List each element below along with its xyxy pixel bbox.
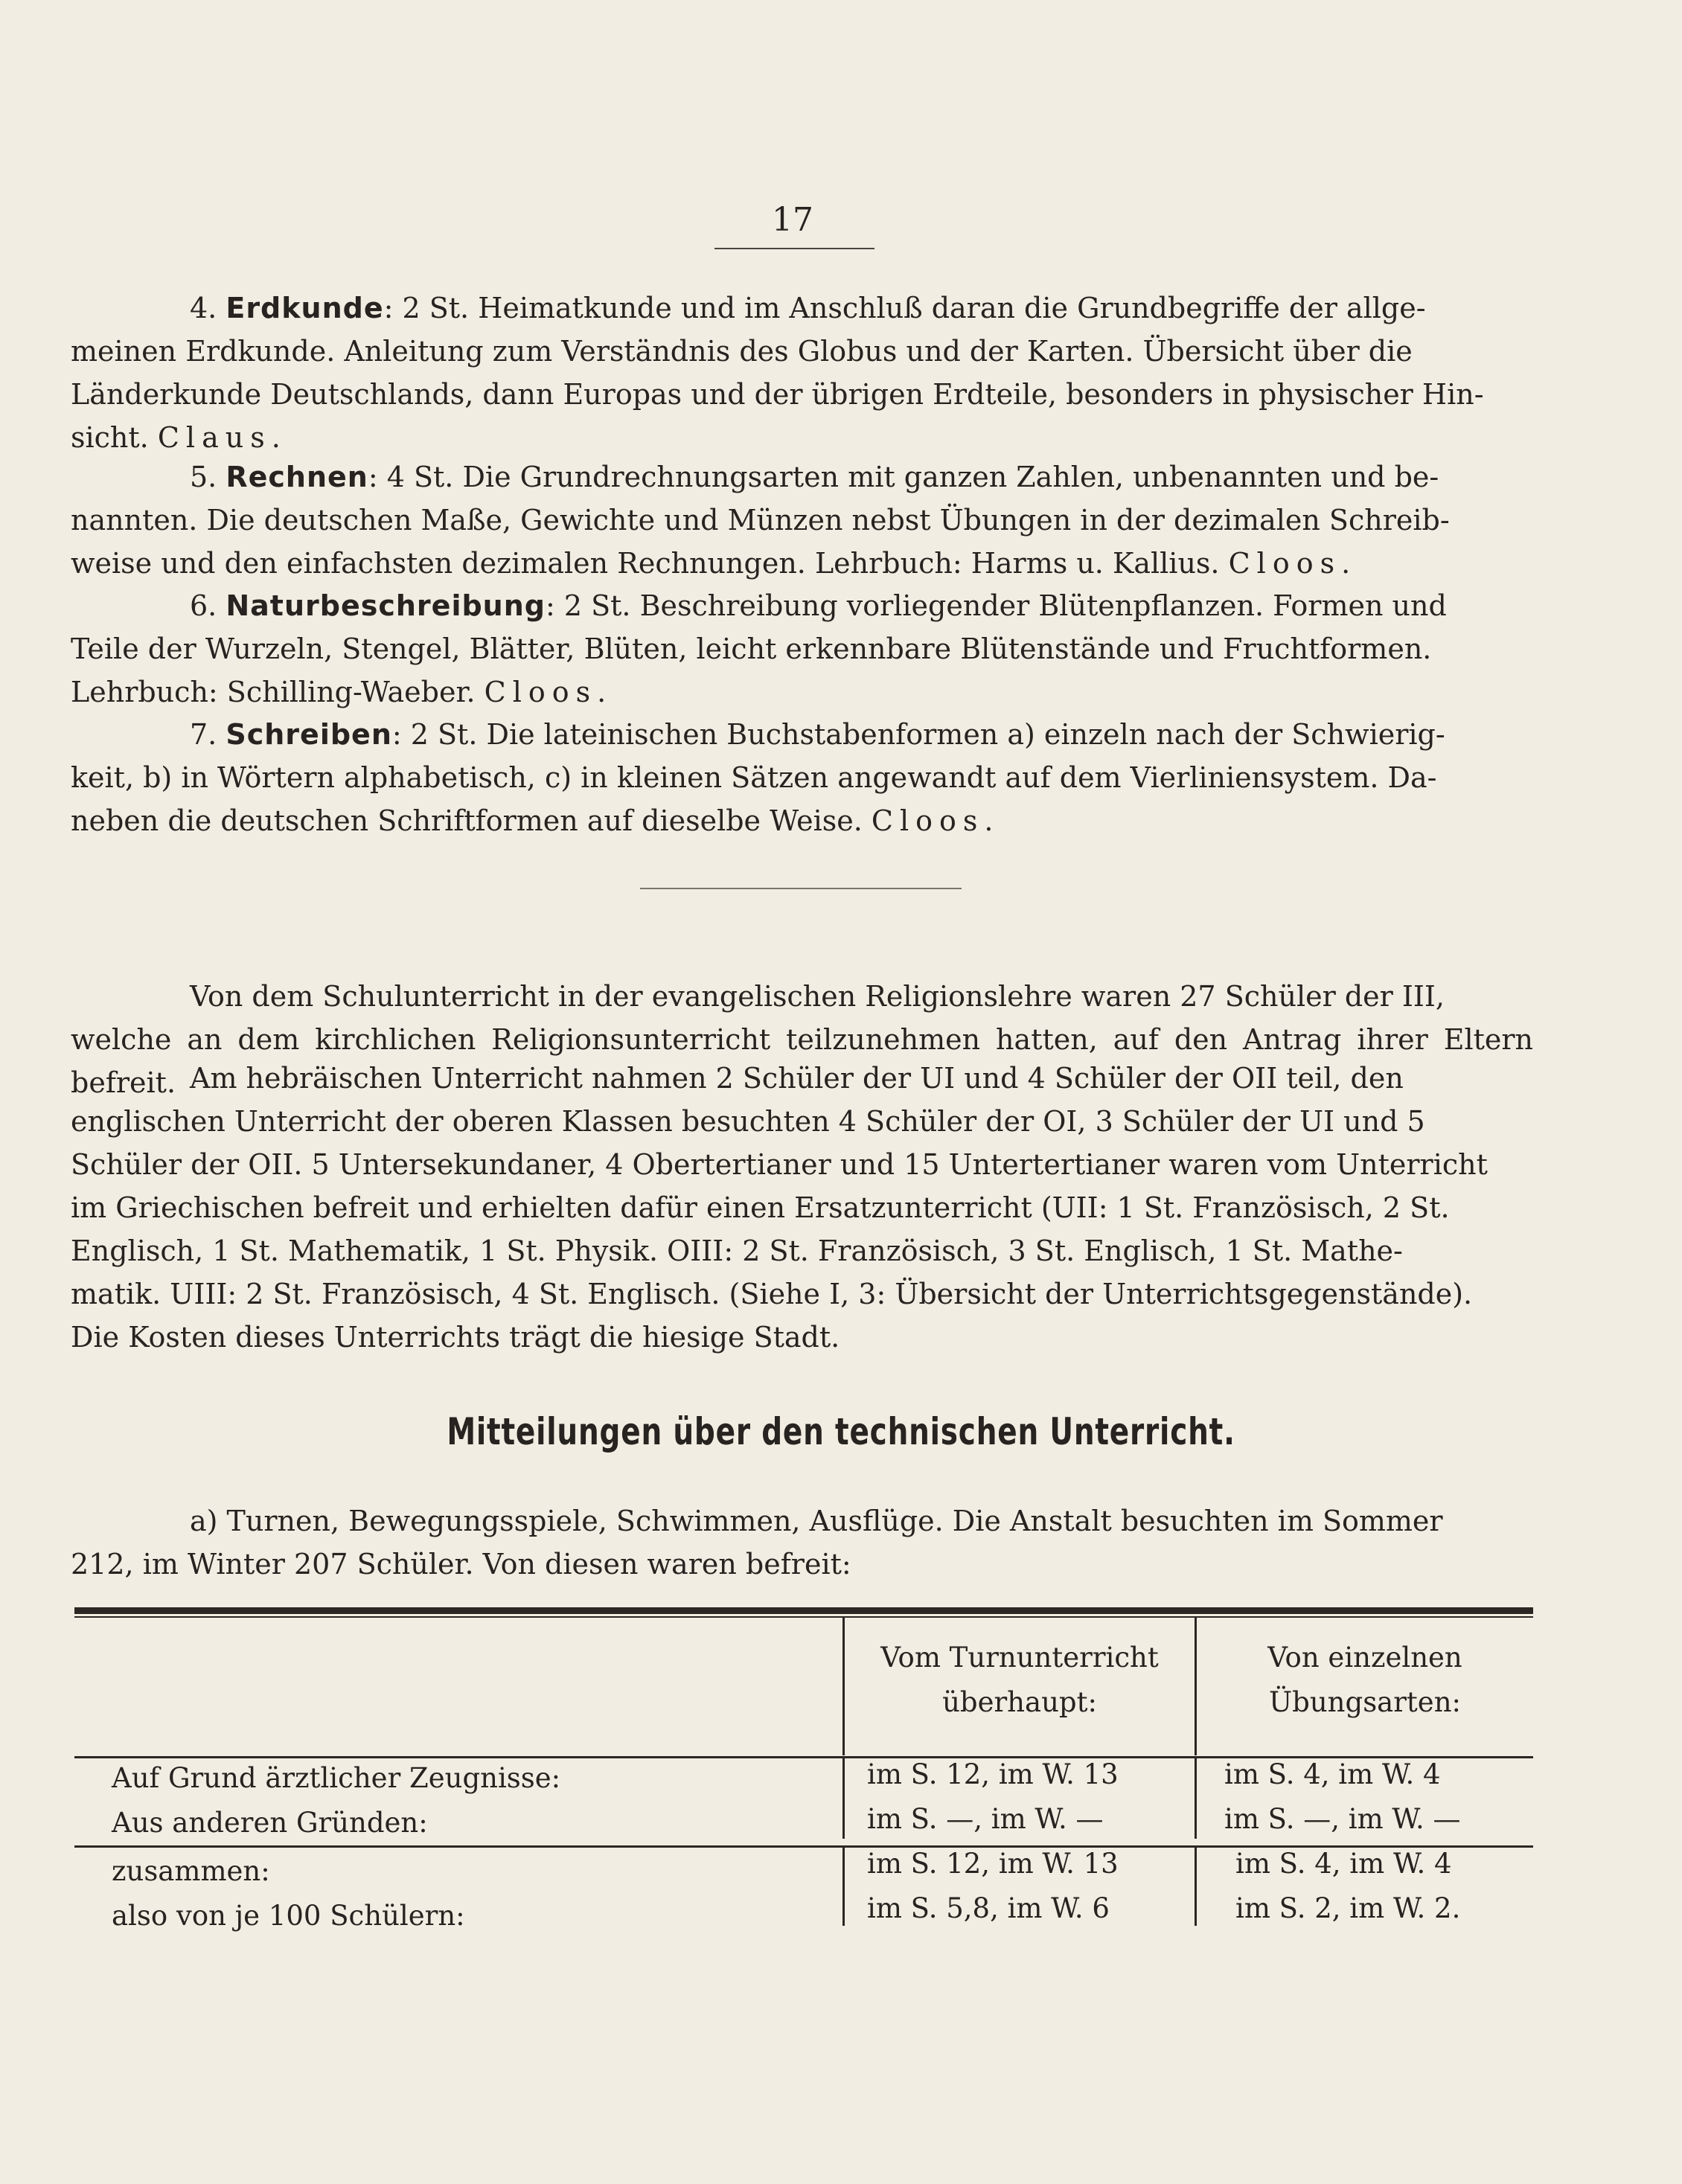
page-number: 17 — [772, 201, 813, 239]
naturbeschreibung-line: Teile der Wurzeln, Stengel, Blätter, Blüten, leicht erkennbare Blütenstände und Fruchtformen. — [71, 633, 1432, 665]
hebraeisch-line: matik. UIII: 2 St. Französisch, 4 St. Englisch. (Siehe I, 3: Übersicht der Unterrichtsgegenstände). — [71, 1278, 1473, 1310]
table-row-col2 — [867, 1752, 1119, 1842]
schreiben-number: 7. — [190, 718, 217, 751]
rechnen-term: Rechnen — [226, 461, 368, 493]
paragraph-naturbeschreibung — [71, 584, 1533, 714]
erdkunde-teacher: Claus. — [157, 421, 287, 454]
turnen-line: a) Turnen, Bewegungsspiele, Schwimmen, Ausflüge. Die Anstalt besuchten im Sommer — [190, 1505, 1443, 1537]
header-col3-line: Übungsarten: — [1268, 1686, 1461, 1718]
schreiben-teacher: Cloos. — [871, 804, 1000, 837]
erdkunde-number: 4. — [190, 292, 217, 324]
row-value: im S. —, im W. — — [867, 1803, 1104, 1835]
rechnen-line: : 4 St. Die Grundrechnungsarten mit ganzen Zahlen, unbenannten und be- — [368, 461, 1439, 493]
paragraph-schreiben — [71, 713, 1533, 842]
naturbeschreibung-line: : 2 St. Beschreibung vorliegender Blütenpflanzen. Formen und — [545, 589, 1447, 622]
rechnen-line: weise und den einfachsten dezimalen Rechnungen. Lehrbuch: Harms u. Kallius. — [71, 547, 1220, 580]
table-top-thin-rule — [74, 1616, 1533, 1618]
header-col2 — [845, 1636, 1195, 1725]
row-value: im S. 4, im W. 4 — [1224, 1758, 1441, 1790]
row-value: im S. 2, im W. 2. — [1235, 1892, 1461, 1924]
paragraph-rechnen — [71, 455, 1533, 585]
turnen-line: 212, im Winter 207 Schüler. Von diesen waren befreit: — [71, 1548, 851, 1581]
erdkunde-first-line — [71, 286, 1533, 330]
rechnen-line: nannten. Die deutschen Maße, Gewichte und Münzen nebst Übungen in der dezimalen Schreib- — [71, 504, 1450, 537]
schreiben-line: neben die deutschen Schriftformen auf dieselbe Weise. — [71, 804, 863, 837]
naturbeschreibung-last-line — [71, 670, 1533, 714]
column-divider — [1195, 1848, 1197, 1926]
schreiben-term: Schreiben — [226, 718, 392, 751]
rechnen-teacher: Cloos. — [1228, 547, 1358, 580]
religion-line: Von dem Schulunterricht in der evangelischen Religionslehre waren 27 Schüler der III, — [190, 980, 1445, 1013]
rechnen-last-line — [71, 542, 1533, 585]
schreiben-line: keit, b) in Wörtern alphabetisch, c) in kleinen Sätzen angewandt auf dem Vierliniensystem. Da- — [71, 761, 1437, 794]
erdkunde-last-line — [71, 416, 1533, 459]
row-value: im S. 4, im W. 4 — [1235, 1848, 1452, 1880]
naturbeschreibung-number: 6. — [190, 589, 217, 622]
rechnen-number: 5. — [190, 461, 217, 493]
naturbeschreibung-term: Naturbeschreibung — [226, 589, 546, 622]
header-col2-line: überhaupt: — [942, 1686, 1097, 1718]
erdkunde-line: : 2 St. Heimatkunde und im Anschluß daran die Grundbegriffe der allge- — [383, 292, 1426, 324]
erdkunde-term: Erdkunde — [226, 292, 384, 324]
header-col3-line: Von einzelnen — [1267, 1642, 1462, 1674]
row-value: im S. —, im W. — — [1224, 1803, 1461, 1835]
hebraeisch-line: Schüler der OII. 5 Untersekundaner, 4 Obertertianer und 15 Untertertianer waren vom Unterricht — [71, 1148, 1488, 1181]
row-label: Auf Grund ärztlicher Zeugnisse: — [112, 1762, 561, 1794]
hebraeisch-line: englischen Unterricht der oberen Klassen besuchten 4 Schüler der OI, 3 Schüler der UI und 5 — [71, 1105, 1425, 1138]
hebraeisch-line: Am hebräischen Unterricht nahmen 2 Schüler der UI und 4 Schüler der OII teil, den — [190, 1062, 1404, 1095]
erdkunde-line: meinen Erdkunde. Anleitung zum Verständnis des Globus und der Karten. Übersicht über die — [71, 335, 1413, 368]
header-col2-line: Vom Turnunterricht — [880, 1642, 1159, 1674]
row-value: im S. 5,8, im W. 6 — [867, 1892, 1110, 1924]
page-number-rule — [714, 248, 874, 249]
paragraph-turnen — [71, 1499, 1533, 1586]
table-row — [112, 1756, 560, 1845]
row-label: Aus anderen Gründen: — [112, 1807, 428, 1839]
section-title: Mitteilungen über den technischen Unterricht. — [447, 1410, 1235, 1453]
naturbeschreibung-line: Lehrbuch: Schilling-Waeber. — [71, 676, 476, 708]
paragraph-erdkunde — [71, 286, 1533, 459]
row-label: also von je 100 Schülern: — [112, 1900, 465, 1932]
row-label: zusammen: — [112, 1855, 270, 1887]
table-row-col3 — [1224, 1752, 1461, 1842]
column-divider — [842, 1758, 845, 1839]
column-divider — [842, 1848, 845, 1926]
column-divider — [1195, 1758, 1197, 1839]
paragraph-hebraeisch — [71, 1057, 1533, 1359]
hebraeisch-line: im Griechischen befreit und erhielten dafür einen Ersatzunterricht (UII: 1 St. Französisch, 2 St. — [71, 1191, 1450, 1224]
erdkunde-line: sicht. — [71, 421, 149, 454]
header-col3 — [1197, 1636, 1533, 1725]
table-top-rule — [74, 1607, 1533, 1614]
rechnen-first-line — [71, 455, 1533, 499]
table-row-col3 — [1235, 1842, 1460, 1931]
table-row-col2 — [867, 1842, 1119, 1931]
erdkunde-line: Länderkunde Deutschlands, dann Europas und der übrigen Erdteile, besonders in physischer Hin- — [71, 378, 1484, 411]
row-value: im S. 12, im W. 13 — [867, 1758, 1119, 1790]
naturbeschreibung-first-line — [71, 584, 1533, 627]
religion-line: welche an dem kirchlichen Religionsunterricht teilzunehmen hatten, auf den Antrag ihrer Eltern befreit. — [71, 1023, 1533, 1099]
hebraeisch-line: Englisch, 1 St. Mathematik, 1 St. Physik. OIII: 2 St. Französisch, 3 St. Englisch, 1 St. Mathe- — [71, 1234, 1403, 1267]
schreiben-first-line — [71, 713, 1533, 756]
separator-rule — [640, 888, 962, 889]
naturbeschreibung-teacher: Cloos. — [484, 676, 613, 708]
schreiben-line: : 2 St. Die lateinischen Buchstabenformen a) einzeln nach der Schwierig- — [391, 718, 1445, 751]
hebraeisch-line: Die Kosten dieses Unterrichts trägt die hiesige Stadt. — [71, 1321, 840, 1354]
table-row — [112, 1849, 465, 1938]
exemption-table — [74, 1607, 1533, 1932]
row-value: im S. 12, im W. 13 — [867, 1848, 1119, 1880]
schreiben-last-line — [71, 799, 1533, 842]
